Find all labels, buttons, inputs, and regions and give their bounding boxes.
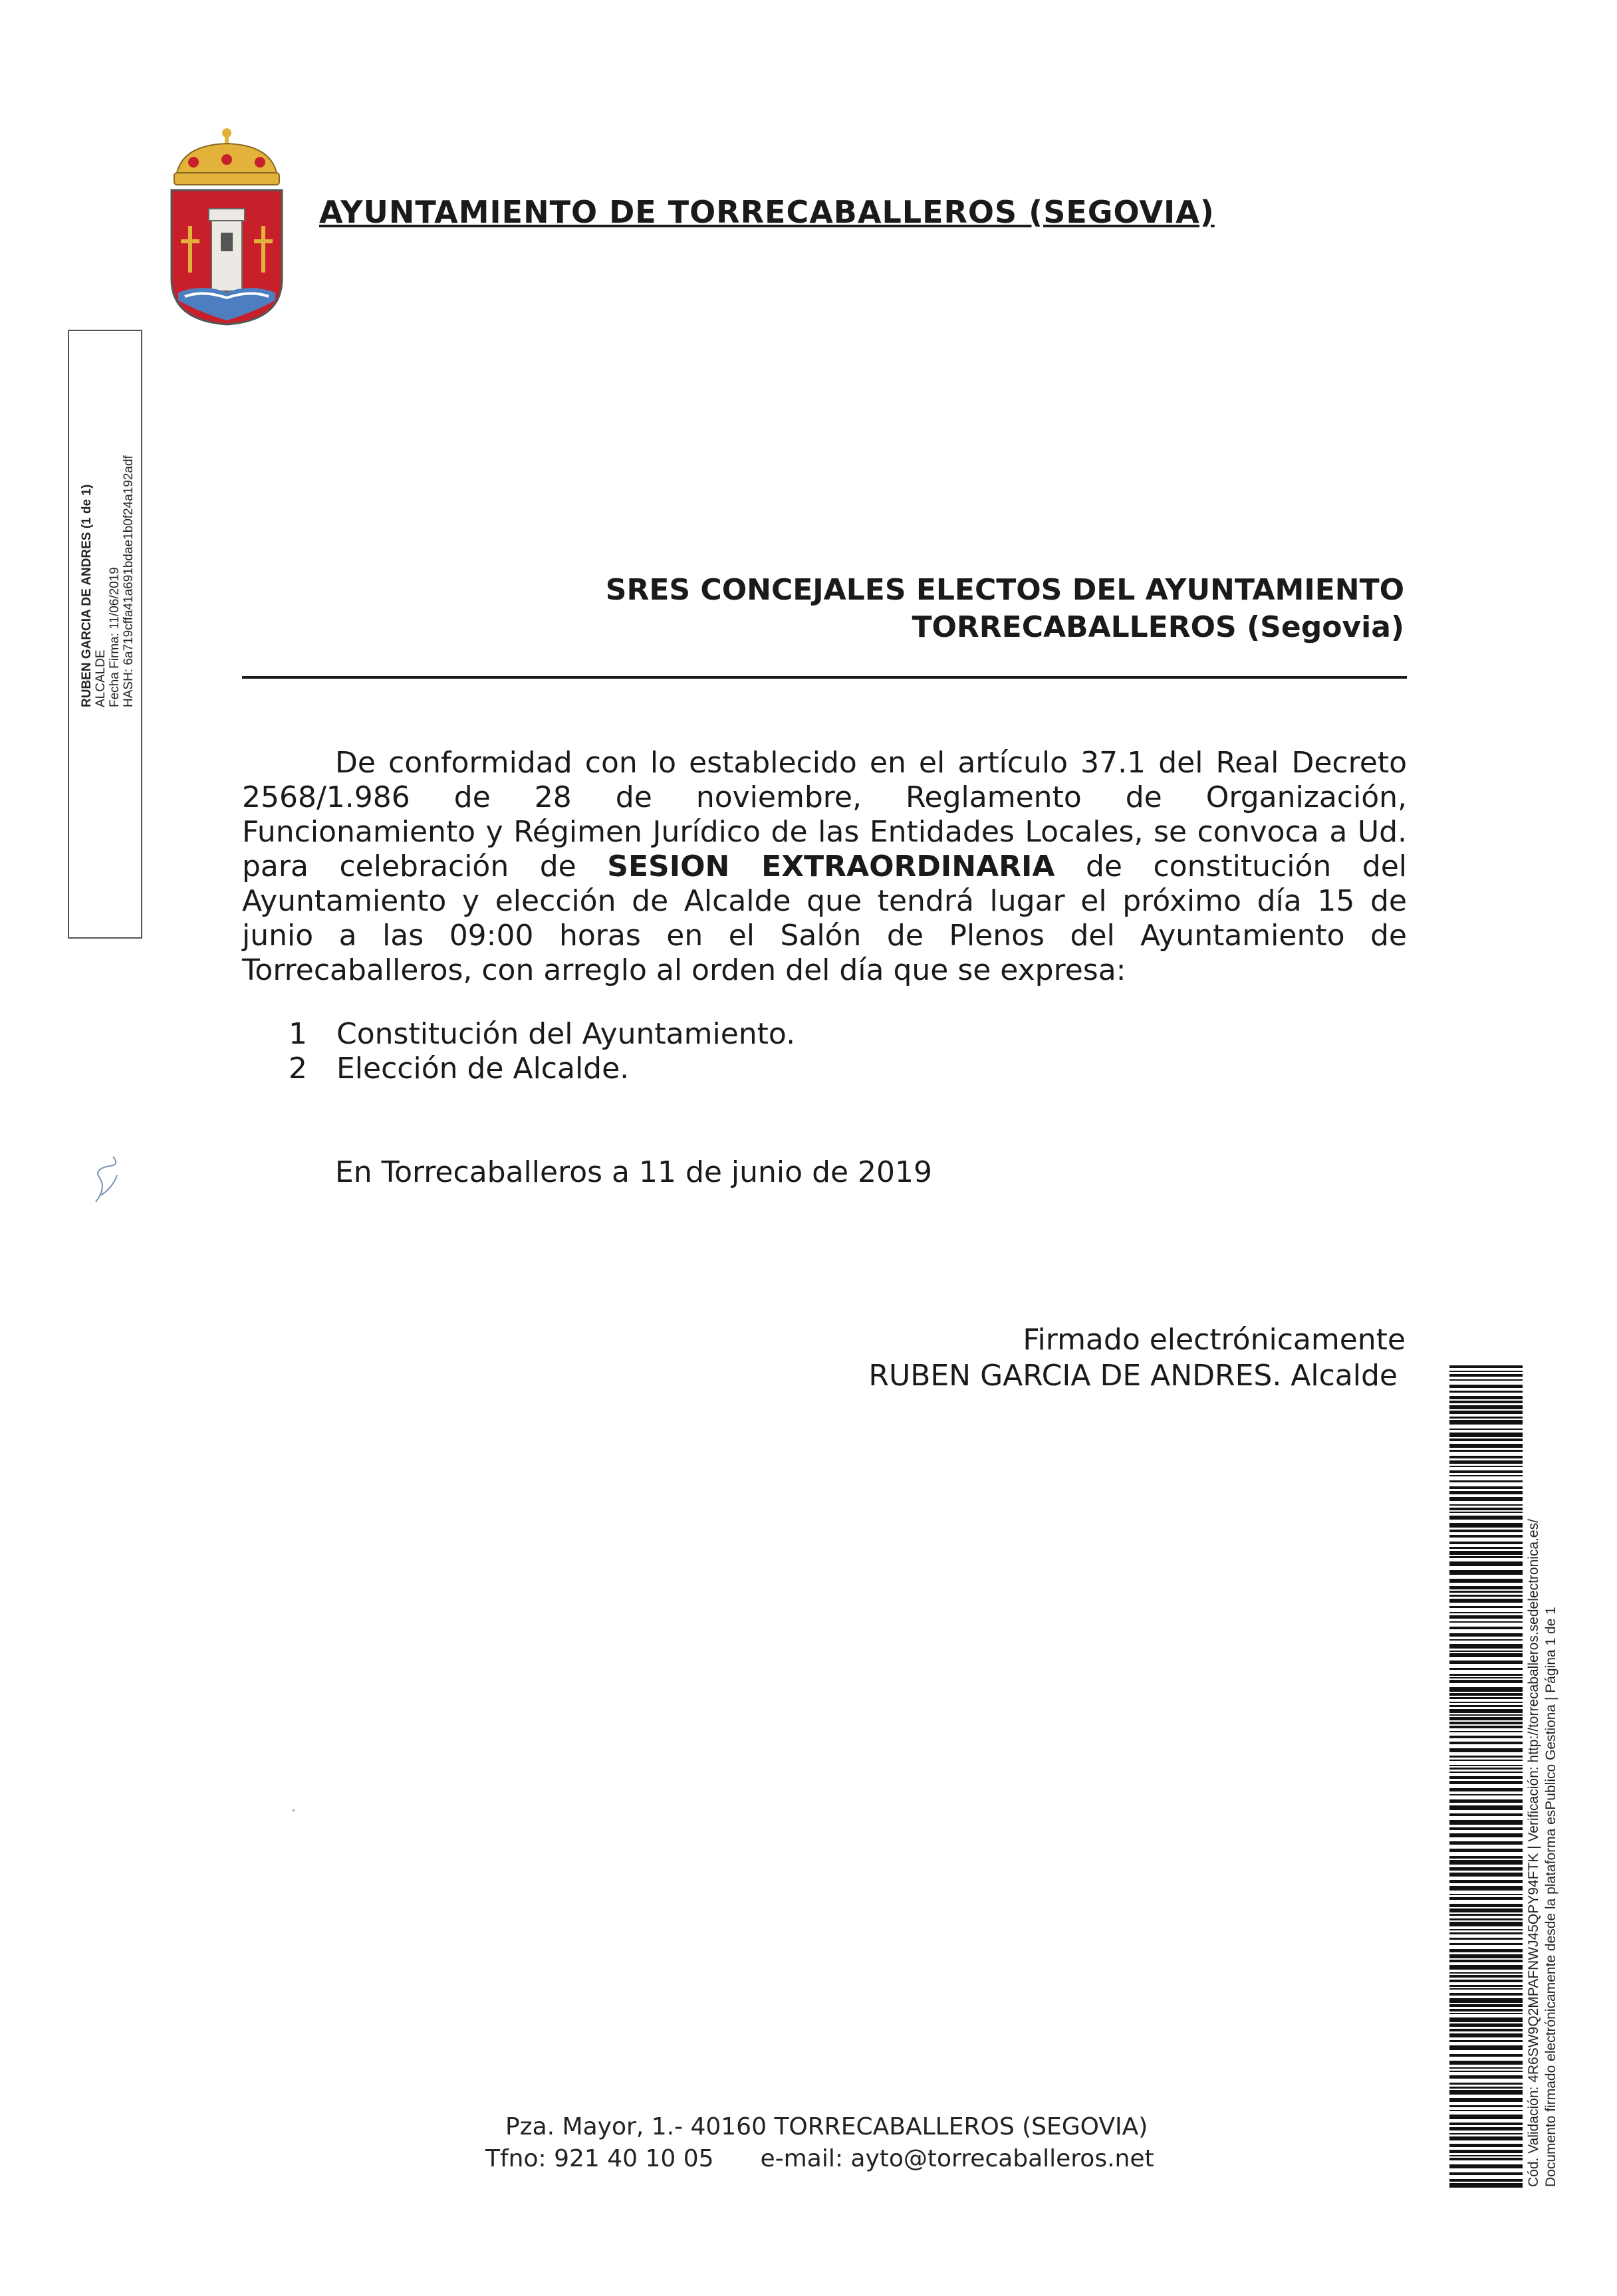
agenda-item bbox=[289, 1017, 795, 1052]
recipient-block bbox=[606, 572, 1404, 646]
footer-address: Pza. Mayor, 1.- 40160 TORRECABALLEROS (SEGOVIA) bbox=[505, 2113, 1148, 2140]
footer-phone: Tfno: 921 40 10 05 bbox=[485, 2145, 714, 2172]
stamp-role: ALCALDE bbox=[94, 649, 108, 707]
date-line: En Torrecaballeros a 11 de junio de 2019 bbox=[335, 1155, 933, 1189]
agenda-number: 2 bbox=[289, 1052, 307, 1086]
agenda-item bbox=[289, 1052, 795, 1086]
agenda-number: 1 bbox=[289, 1017, 307, 1051]
footer bbox=[485, 2111, 1154, 2175]
validation-code: Cód. Validación: 4R6SW9Q2MPAFNWJ45QPY94FTK | Verificación: http://torrecaballeros.sedelectronica.es/ bbox=[1526, 1519, 1541, 2187]
stamp-hash: HASH: 6a719cffa41a691bdae1b0f24a192adf bbox=[122, 455, 136, 707]
divider bbox=[242, 676, 1407, 679]
body-text-end: de constitución del Ayuntamiento y elección de Alcalde que tendrá lugar el próximo día 15 de junio a las 09:00 horas en el Salón de Plenos del Ayuntamiento de Torrecaballeros, con arreglo al orden del día que se expresa: bbox=[242, 850, 1407, 987]
signature-label: Firmado electrónicamente bbox=[1023, 1323, 1406, 1357]
agenda-text: Constitución del Ayuntamiento. bbox=[336, 1017, 796, 1051]
scan-speck bbox=[293, 1809, 295, 1811]
agenda-list bbox=[289, 1017, 795, 1086]
stamp-signer: RUBEN GARCIA DE ANDRES (1 de 1) bbox=[80, 484, 94, 707]
coat-of-arms-icon bbox=[164, 126, 290, 326]
agenda-text: Elección de Alcalde. bbox=[336, 1052, 630, 1086]
handwritten-signature bbox=[86, 1149, 126, 1208]
session-type: SESION EXTRAORDINARIA bbox=[607, 850, 1055, 883]
footer-contact bbox=[485, 2143, 1154, 2175]
barcode-icon bbox=[1449, 1365, 1523, 2190]
body-text-start: De conformidad con lo establecido en el artículo 37.1 del Real Decreto 2568/1.986 de 28 de noviembre, Reglamento de Organización, Funcionamiento y Régimen Jurídico de las Entidades Locales, se convoca a Ud. para celebración de bbox=[242, 746, 1407, 883]
recipient-line-2: TORRECABALLEROS (Segovia) bbox=[912, 610, 1404, 644]
signer-name: RUBEN GARCIA DE ANDRES. Alcalde bbox=[868, 1359, 1398, 1393]
stamp-date: Fecha Firma: 11/06/2019 bbox=[108, 567, 122, 707]
org-title: AYUNTAMIENTO DE TORRECABALLEROS (SEGOVIA) bbox=[319, 194, 1215, 230]
signature-stamp-text bbox=[80, 282, 136, 707]
validation-text bbox=[1525, 1363, 1560, 2187]
recipient-line-1: SRES CONCEJALES ELECTOS DEL AYUNTAMIENTO bbox=[605, 573, 1404, 607]
body-paragraph bbox=[242, 746, 1407, 988]
footer-email: e-mail: ayto@torrecaballeros.net bbox=[760, 2145, 1154, 2172]
validation-platform: Documento firmado electrónicamente desde la plataforma esPublico Gestiona | Página 1 de 1 bbox=[1543, 1607, 1558, 2187]
signature-stamp bbox=[68, 330, 142, 939]
